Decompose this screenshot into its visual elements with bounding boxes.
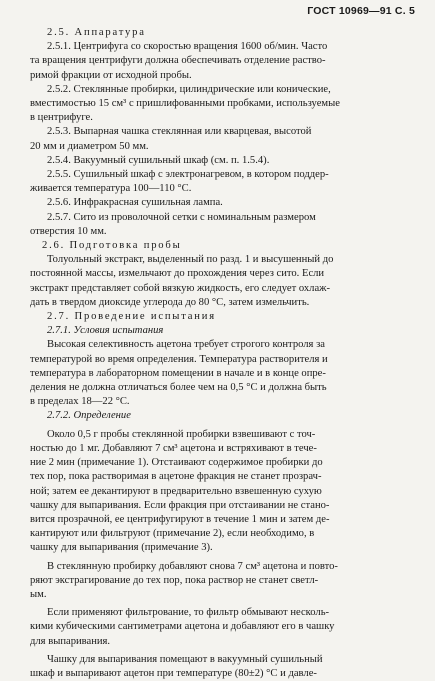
text-line: 2.6. Подготовка пробы <box>42 240 182 252</box>
text-line: В стеклянную пробирку добавляют снова 7 см³ ацетона и повто- <box>47 560 338 572</box>
text-line: 2.5.5. Сушильный шкаф с электронагревом, в котором поддер- <box>47 169 329 181</box>
text-line: 2.7.1. Условия испытания <box>47 325 164 337</box>
text-line: Около 0,5 г пробы стеклянной пробирки взвешивают с точ- <box>47 428 316 440</box>
text-line: римой фракции от исходной пробы. <box>30 69 192 81</box>
text-line: живается температура 100—110 °С. <box>30 183 192 195</box>
text-line: 20 мм и диаметром 50 мм. <box>30 140 149 152</box>
text-line: кантируют или фильтруют (примечание 2), если необходимо, в <box>30 528 315 540</box>
text-line: 2.5.7. Сито из проволочной сетки с номинальным размером <box>47 211 316 223</box>
text-line: 2.5.4. Вакуумный сушильный шкаф (см. п. 1.5.4). <box>47 154 270 166</box>
text-line: шкаф и выпаривают ацетон при температуре (80±2) °С и давле- <box>30 667 317 679</box>
text-line: ной; затем ее декантируют в предварительно взвешенную сухую <box>30 485 322 497</box>
text-line: 2.7. Проведение испытания <box>47 311 216 323</box>
text-line: 2.5.3. Выпарная чашка стеклянная или кварцевая, высотой <box>47 126 312 138</box>
text-line: в центрифуге. <box>30 112 93 124</box>
text-line: Чашку для выпаривания помещают в вакуумный сушильный <box>47 653 323 665</box>
text-line: ние 2 мин (примечание 1). Отстаивают содержимое пробирки до <box>30 457 323 469</box>
text-line: 2.5.2. Стеклянные пробирки, цилиндрические или конические, <box>47 83 331 95</box>
text-line: 2.5. Аппаратура <box>47 27 146 38</box>
text-line: температурой во время определения. Температура растворителя и <box>30 353 328 365</box>
text-line: вится прозрачной, ее центрифугируют в течение 1 мин и затем де- <box>30 513 330 525</box>
text-line: температура в лабораторном помещении в начале и в конце опре- <box>30 367 326 379</box>
text-line: Высокая селективность ацетона требует строгого контроля за <box>47 339 325 351</box>
text-line: деления не должна отличаться более чем на 0,5 °С и должна быть <box>30 382 327 394</box>
text-line: Если применяют фильтрование, то фильтр обмывают несколь- <box>47 607 330 619</box>
text-line: отверстия 10 мм. <box>30 225 107 237</box>
text-line: чашку для выпаривания (примечание 3). <box>30 542 213 554</box>
text-line: кими кубическими сантиметрами ацетона и добавляют его в чашку <box>30 621 335 633</box>
text-line: Толуольный экстракт, выделенный по разд. 1 и высушенный до <box>47 254 334 266</box>
text-line: 2.7.2. Определение <box>47 410 131 422</box>
page-header: ГОСТ 10969—91 С. 5 <box>307 5 415 17</box>
text-line: 2.5.1. Центрифуга со скоростью вращения 1600 об/мин. Часто <box>47 41 328 53</box>
text-line: в пределах 18—22 °С. <box>30 396 130 408</box>
text-line: тех пор, пока растворимая в ацетоне фракция не станет прозрач- <box>30 471 322 483</box>
text-line: ым. <box>30 588 47 600</box>
text-line: вместимостью 15 см³ с пришлифованными пробками, используемые <box>30 98 340 110</box>
text-line: та вращения центрифуги должна обеспечивать отделение раство- <box>30 55 326 67</box>
text-line: 2.5.6. Инфракрасная сушильная лампа. <box>47 197 223 209</box>
text-line: ностью до 1 мг. Добавляют 7 см³ ацетона и встряхивают в тече- <box>30 442 317 454</box>
text-line: чашку для выпаривания. Если фракция при отстаивании не стано- <box>30 499 330 511</box>
text-line: ряют экстрагирование до тех пор, пока раствор не станет светл- <box>30 574 319 586</box>
text-line: для выпаривания. <box>30 635 111 647</box>
text-line: дать в твердом диоксиде углерода до 80 °С, затем измельчить. <box>30 296 310 308</box>
text-line: постоянной массы, измельчают до прохождения через сито. Если <box>30 268 325 280</box>
text-line: экстракт представляет собой вязкую жидкость, его следует охлаж- <box>30 282 331 294</box>
document-body <box>30 26 415 681</box>
